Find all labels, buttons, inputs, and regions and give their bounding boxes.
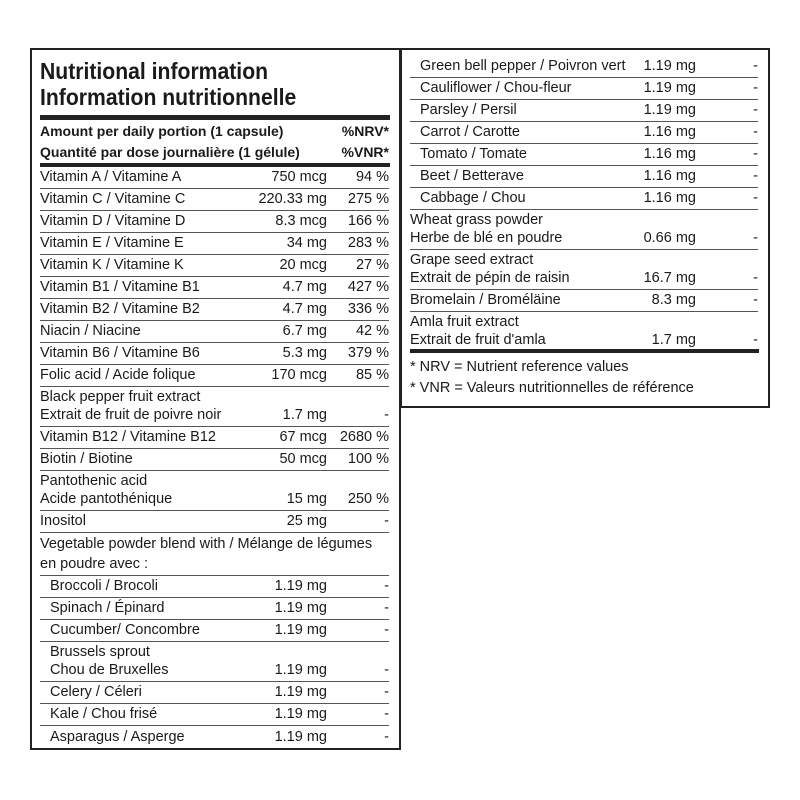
nutrient-percent: - xyxy=(753,124,758,140)
nutrient-name: Vitamin K / Vitamine K xyxy=(40,257,184,273)
nutrient-name: Niacin / Niacine xyxy=(40,323,141,339)
nutrient-row xyxy=(40,598,389,620)
nutrient-amount: 67 mcg xyxy=(279,429,327,445)
blend-heading-cont: en poudre avec : xyxy=(40,556,149,572)
title-divider xyxy=(40,115,390,120)
nutrient-row xyxy=(40,511,389,533)
table-end-divider xyxy=(410,349,759,353)
blend-heading: Vegetable powder blend with / Mélange de légumes xyxy=(40,536,373,552)
nutrient-name: Acide pantothénique xyxy=(40,491,173,507)
nutrient-percent: - xyxy=(384,729,389,745)
nutrient-name: Cucumber/ Concombre xyxy=(50,622,200,638)
nutrient-amount: 6.7 mg xyxy=(282,323,327,339)
nutrient-percent: 27 % xyxy=(355,257,389,273)
nutrient-row xyxy=(40,620,389,642)
nutrient-amount: 16.7 mg xyxy=(643,270,696,286)
nutrient-percent: 250 % xyxy=(347,491,389,507)
nutrition-table-right xyxy=(400,48,770,408)
nutrient-row xyxy=(40,576,389,598)
nutrient-percent: 85 % xyxy=(355,367,389,383)
nutrient-percent: 275 % xyxy=(347,191,389,207)
nutrient-row xyxy=(40,704,389,726)
nutrient-name: Extrait de fruit de poivre noir xyxy=(40,407,222,423)
nutrient-row xyxy=(40,189,389,211)
nutrient-percent: - xyxy=(753,168,758,184)
nutrient-amount: 1.16 mg xyxy=(643,124,696,140)
nutrient-percent: - xyxy=(384,622,389,638)
nutrient-row xyxy=(40,387,389,427)
nutrient-amount: 8.3 mg xyxy=(651,292,696,308)
nutrient-amount: 1.19 mg xyxy=(274,662,327,678)
nutrient-amount: 1.19 mg xyxy=(274,622,327,638)
nutrient-row xyxy=(410,312,758,352)
nutrient-percent: - xyxy=(384,662,389,678)
nutrient-name: Folic acid / Acide folique xyxy=(40,367,196,383)
nutrient-name: Kale / Chou frisé xyxy=(50,706,158,722)
nrv-header: %NRV* xyxy=(341,123,389,139)
nutrient-amount: 1.19 mg xyxy=(274,729,327,745)
nutrient-percent: 94 % xyxy=(355,169,389,185)
nutrient-name: Celery / Céleri xyxy=(50,684,142,700)
nutrient-amount: 1.19 mg xyxy=(274,684,327,700)
amount-header-fr: Quantité par dose journalière (1 gélule) xyxy=(40,144,300,160)
nutrient-percent: - xyxy=(384,513,389,529)
nutrient-list-left xyxy=(40,167,389,748)
nutrient-name: Herbe de blé en poudre xyxy=(410,230,563,246)
nutrient-percent: - xyxy=(384,600,389,616)
nutrient-amount: 220.33 mg xyxy=(258,191,327,207)
nutrient-percent: - xyxy=(384,407,389,423)
nutrient-row xyxy=(410,100,758,122)
nutrient-row xyxy=(40,343,389,365)
nutrient-name-line1: Wheat grass powder xyxy=(410,212,543,228)
nutrient-percent: - xyxy=(753,146,758,162)
nutrient-amount: 50 mcg xyxy=(279,451,327,467)
nutrient-amount: 1.19 mg xyxy=(643,58,696,74)
nutrient-row xyxy=(40,449,389,471)
nutrient-amount: 1.19 mg xyxy=(274,578,327,594)
nutrient-name: Carrot / Carotte xyxy=(420,124,520,140)
nutrient-percent: - xyxy=(753,190,758,206)
nutrient-percent: - xyxy=(384,684,389,700)
nutrient-name: Tomato / Tomate xyxy=(420,146,527,162)
nutrient-name: Asparagus / Asperge xyxy=(50,729,185,745)
nutrient-name: Inositol xyxy=(40,513,86,529)
nutrient-row xyxy=(40,321,389,343)
nutrient-name: Green bell pepper / Poivron vert xyxy=(420,58,626,74)
nutrient-name: Cauliflower / Chou-fleur xyxy=(420,80,572,96)
nutrient-list-right xyxy=(410,56,758,352)
nutrient-amount: 1.7 mg xyxy=(282,407,327,423)
nutrient-percent: - xyxy=(753,80,758,96)
nutrient-name: Extrait de fruit d'amla xyxy=(410,332,546,348)
nutrient-name: Vitamin A / Vitamine A xyxy=(40,169,182,185)
nutrient-name: Spinach / Épinard xyxy=(50,600,165,616)
vnr-header: %VNR* xyxy=(341,144,389,160)
nutrient-amount: 8.3 mcg xyxy=(275,213,327,229)
nutrient-row xyxy=(40,277,389,299)
nutrient-percent: - xyxy=(753,58,758,74)
nutrient-row xyxy=(40,255,389,277)
nutrient-name: Beet / Betterave xyxy=(420,168,524,184)
nutrient-row xyxy=(410,290,758,312)
nutrient-row xyxy=(410,166,758,188)
nutrient-name: Vitamin B6 / Vitamine B6 xyxy=(40,345,200,361)
nutrient-row xyxy=(40,233,389,255)
nutrient-percent: 379 % xyxy=(347,345,389,361)
nutrient-row xyxy=(40,533,389,576)
nutrient-name: Bromelain / Broméläine xyxy=(410,292,561,308)
nutrient-row xyxy=(40,642,389,682)
nutrient-amount: 4.7 mg xyxy=(282,301,327,317)
nutrient-percent: 336 % xyxy=(347,301,389,317)
nutrient-amount: 1.19 mg xyxy=(274,600,327,616)
nutrient-amount: 1.19 mg xyxy=(643,80,696,96)
nutrient-amount: 1.19 mg xyxy=(274,706,327,722)
nutrient-name-line1: Amla fruit extract xyxy=(410,314,519,330)
nutrient-row xyxy=(410,250,758,290)
nutrient-row xyxy=(40,427,389,449)
nutrient-amount: 20 mcg xyxy=(279,257,327,273)
nutrient-name: Biotin / Biotine xyxy=(40,451,133,467)
nutrient-row xyxy=(40,299,389,321)
nutrient-percent: 427 % xyxy=(347,279,389,295)
header-row-english xyxy=(40,123,389,140)
nutrition-table-left xyxy=(30,48,401,750)
nutrient-name: Vitamin B12 / Vitamine B12 xyxy=(40,429,216,445)
nutrient-row xyxy=(410,210,758,250)
nutrient-amount: 170 mcg xyxy=(271,367,327,383)
nutrient-percent: 283 % xyxy=(347,235,389,251)
nutrient-amount: 1.19 mg xyxy=(643,102,696,118)
nutrient-amount: 34 mg xyxy=(286,235,327,251)
nutrient-name: Vitamin E / Vitamine E xyxy=(40,235,184,251)
nutrient-name: Vitamin D / Vitamine D xyxy=(40,213,186,229)
nutrient-percent: 166 % xyxy=(347,213,389,229)
nutrient-amount: 5.3 mg xyxy=(282,345,327,361)
nutrient-name-line1: Brussels sprout xyxy=(50,644,150,660)
footnote-nrv: * NRV = Nutrient reference values xyxy=(410,359,629,375)
nutrient-name: Vitamin B1 / Vitamine B1 xyxy=(40,279,200,295)
amount-header-en: Amount per daily portion (1 capsule) xyxy=(40,123,284,139)
nutrient-percent: - xyxy=(753,102,758,118)
nutrient-amount: 1.16 mg xyxy=(643,190,696,206)
nutrient-percent: - xyxy=(384,706,389,722)
nutrient-name: Broccoli / Brocoli xyxy=(50,578,158,594)
nutrient-percent: 2680 % xyxy=(339,429,389,445)
nutrient-amount: 1.16 mg xyxy=(643,168,696,184)
nutrient-amount: 750 mcg xyxy=(271,169,327,185)
nutrient-row xyxy=(410,56,758,78)
nutrient-percent: - xyxy=(753,292,758,308)
page-title xyxy=(40,58,296,110)
nutrient-name: Cabbage / Chou xyxy=(420,190,526,206)
nutrient-name: Vitamin B2 / Vitamine B2 xyxy=(40,301,200,317)
nutrient-name: Parsley / Persil xyxy=(420,102,517,118)
nutrient-name: Vitamin C / Vitamine C xyxy=(40,191,186,207)
nutrient-amount: 1.7 mg xyxy=(651,332,696,348)
nutrient-amount: 15 mg xyxy=(286,491,327,507)
nutrient-name: Chou de Bruxelles xyxy=(50,662,169,678)
nutrient-row xyxy=(40,167,389,189)
nutrient-percent: - xyxy=(753,332,758,348)
nutrient-amount: 1.16 mg xyxy=(643,146,696,162)
nutrient-row xyxy=(40,365,389,387)
nutrient-amount: 4.7 mg xyxy=(282,279,327,295)
nutrient-amount: 25 mg xyxy=(286,513,327,529)
title-french: Information nutritionnelle xyxy=(40,84,297,110)
title-english: Nutritional information xyxy=(40,58,269,84)
header-row-french xyxy=(40,144,389,161)
nutrient-name: Extrait de pépin de raisin xyxy=(410,270,570,286)
nutrient-name-line1: Pantothenic acid xyxy=(40,473,148,489)
nutrient-percent: 100 % xyxy=(347,451,389,467)
nutrient-row xyxy=(410,144,758,166)
nutrient-row xyxy=(410,122,758,144)
nutrient-row xyxy=(40,211,389,233)
nutrient-percent: - xyxy=(384,578,389,594)
nutrient-name-line1: Grape seed extract xyxy=(410,252,534,268)
nutrient-percent: - xyxy=(753,230,758,246)
nutrient-row xyxy=(410,188,758,210)
nutrient-percent: 42 % xyxy=(355,323,389,339)
nutrient-amount: 0.66 mg xyxy=(643,230,696,246)
nutrient-name-line1: Black pepper fruit extract xyxy=(40,389,201,405)
footnote-vnr: * VNR = Valeurs nutritionnelles de référence xyxy=(410,380,694,396)
nutrient-row xyxy=(410,78,758,100)
nutrient-row xyxy=(40,726,389,748)
nutrient-percent: - xyxy=(753,270,758,286)
nutrient-row xyxy=(40,682,389,704)
nutrient-row xyxy=(40,471,389,511)
